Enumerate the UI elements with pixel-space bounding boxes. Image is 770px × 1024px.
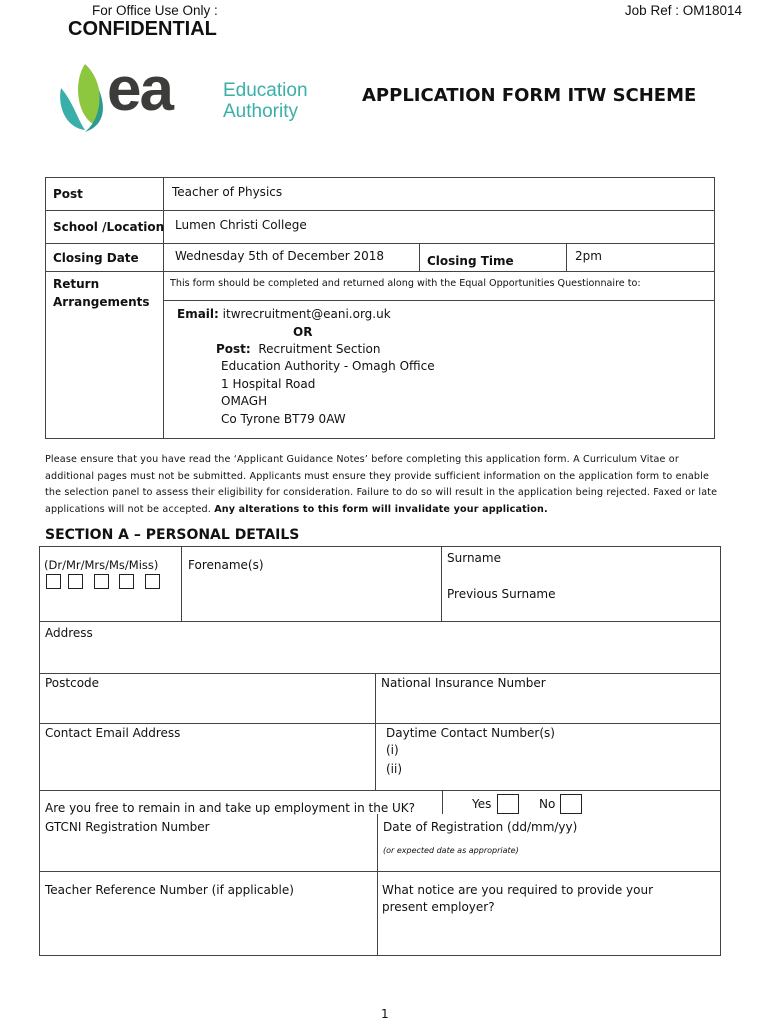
- teacher-reference-label: Teacher Reference Number (if applicable): [45, 883, 294, 897]
- gtcni-label: GTCNI Registration Number: [45, 820, 210, 834]
- yes-label: Yes: [472, 797, 492, 811]
- or-label: OR: [293, 325, 313, 339]
- phone-i-label: (i): [386, 743, 399, 757]
- contact-email-label: Contact Email Address: [45, 726, 181, 740]
- school-label: School /Location: [53, 220, 165, 234]
- page-number: 1: [381, 1007, 389, 1021]
- return-email-line: [177, 307, 391, 321]
- registration-date-label: Date of Registration (dd/mm/yy): [383, 820, 578, 834]
- office-use-label: For Office Use Only :: [92, 3, 218, 18]
- title-checkbox-dr[interactable]: [46, 574, 61, 589]
- address-line-5: Co Tyrone BT79 0AW: [221, 412, 346, 426]
- no-label: No: [539, 797, 556, 811]
- ea-logo: [55, 55, 335, 140]
- notice-line-1: Please ensure that you have read the ‘Applicant Guidance Notes’ before completing this application form. A Curriculum Vitae or: [45, 454, 679, 465]
- notice-line-2: additional pages must not be submitted. Applicants must ensure they provide sufficient information on the application form to enable: [45, 470, 710, 482]
- logo-letters: ea: [107, 55, 172, 124]
- notice-bold: Any alterations to this form will invalidate your application.: [214, 503, 548, 515]
- notice-line-4: applications will not be accepted.: [45, 503, 211, 515]
- address-line-2: Education Authority - Omagh Office: [221, 359, 435, 373]
- uk-employment-question: Are you free to remain in and take up employment in the UK?: [45, 801, 416, 815]
- school-value: Lumen Christi College: [175, 218, 307, 232]
- title-checkbox-miss[interactable]: [145, 574, 160, 589]
- forename-label: Forename(s): [188, 558, 264, 572]
- section-a-heading: SECTION A – PERSONAL DETAILS: [45, 527, 300, 543]
- post-label: Post: [53, 187, 83, 201]
- logo-line2: Authority: [223, 101, 298, 122]
- address-line-4: OMAGH: [221, 394, 268, 408]
- phone-ii-label: (ii): [386, 762, 403, 776]
- closing-date-value: Wednesday 5th of December 2018: [175, 249, 385, 263]
- job-ref: Job Ref : OM18014: [624, 3, 742, 18]
- no-checkbox[interactable]: [560, 794, 582, 814]
- post-address-label: Post:: [216, 342, 251, 356]
- previous-surname-label: Previous Surname: [447, 587, 556, 601]
- closing-time-label: Closing Time: [427, 254, 514, 268]
- post-value: Teacher of Physics: [172, 185, 283, 199]
- post-address-line: [216, 342, 381, 356]
- title-checkbox-ms[interactable]: [119, 574, 134, 589]
- postcode-label: Postcode: [45, 676, 100, 690]
- notice-line-3: the selection panel to assess their eligibility for consideration. Failure to do so will result in the application being rejected. Faxed or late: [45, 487, 718, 498]
- title-checkbox-mr[interactable]: [68, 574, 83, 589]
- confidential-label: CONFIDENTIAL: [68, 18, 217, 40]
- title-label: (Dr/Mr/Mrs/Ms/Miss): [44, 558, 159, 572]
- return-label-1: Return: [53, 277, 100, 291]
- address-line-3: 1 Hospital Road: [221, 377, 316, 391]
- closing-time-value: 2pm: [575, 249, 602, 263]
- title-checkbox-mrs[interactable]: [94, 574, 109, 589]
- return-label-2: Arrangements: [53, 295, 150, 309]
- address-label: Address: [45, 626, 93, 640]
- registration-date-note: (or expected date as appropriate): [383, 846, 519, 855]
- email-value[interactable]: itwrecruitment@eani.org.uk: [222, 307, 391, 321]
- return-intro: This form should be completed and returned along with the Equal Opportunities Questionnaire to:: [170, 278, 641, 289]
- form-title: APPLICATION FORM ITW SCHEME: [362, 85, 697, 106]
- notice-period-label-1: What notice are you required to provide your: [382, 883, 654, 897]
- closing-date-label: Closing Date: [53, 251, 139, 265]
- ni-number-label: National Insurance Number: [381, 676, 546, 690]
- address-line-1: Recruitment Section: [258, 342, 381, 356]
- yes-checkbox[interactable]: [497, 794, 519, 814]
- logo-line1: Education: [223, 80, 308, 101]
- daytime-number-label: Daytime Contact Number(s): [386, 726, 555, 740]
- email-label: Email:: [177, 307, 219, 321]
- surname-label: Surname: [447, 551, 501, 565]
- guidance-notice: [45, 452, 725, 518]
- notice-period-label-2: present employer?: [382, 900, 495, 914]
